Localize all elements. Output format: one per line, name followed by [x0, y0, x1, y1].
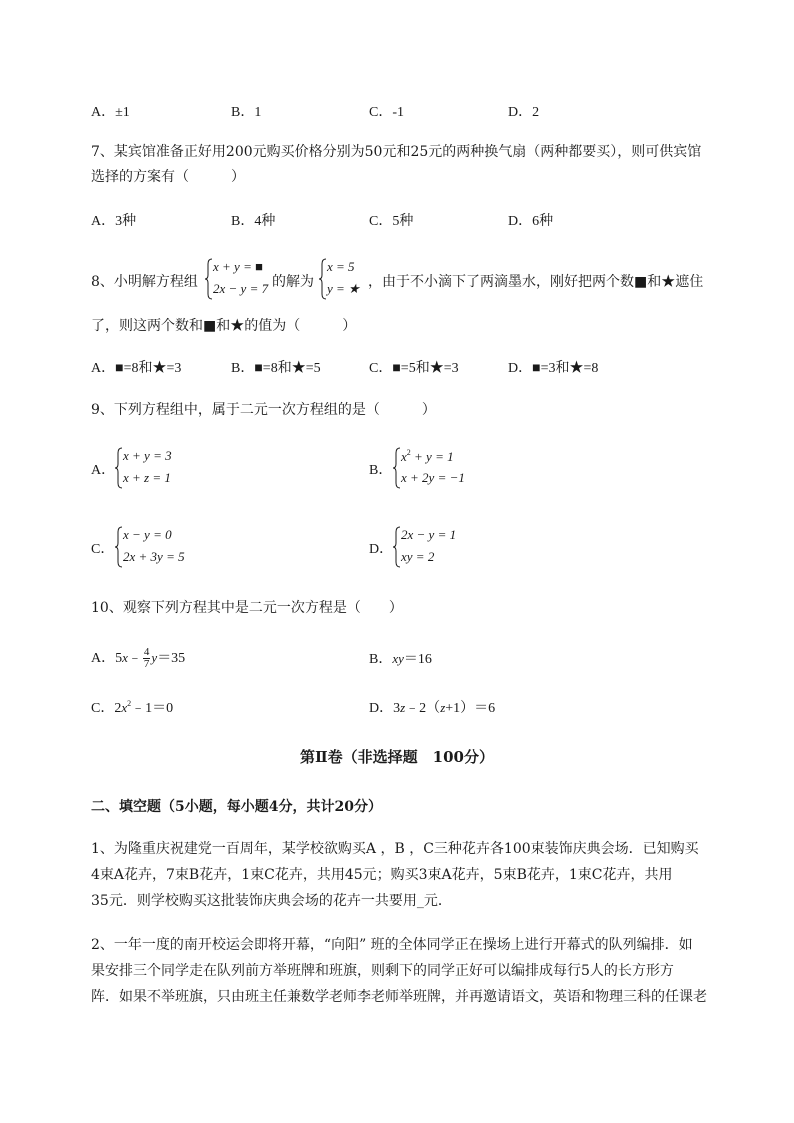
q9-a-line2: x + z = 1: [123, 470, 171, 485]
q10-option-a: [91, 647, 185, 670]
q8-system-1: [204, 258, 274, 302]
q9-option-c-system: [114, 526, 204, 570]
q10-d-z: z: [400, 700, 406, 715]
q8-system-2: [318, 258, 368, 302]
q9-c-line2: 2x + 3y = 5: [123, 549, 185, 564]
q8-stem-line2: 了，则这两个数和■和★的值为（ ）: [91, 318, 357, 334]
f1-line2: 4束A花卉，7束B花卉，1束C花卉，共用45元；购买3束A花卉，5束B花卉，1束C花卉，共用: [91, 867, 673, 883]
q8-system-2-line2: y = ★: [327, 281, 360, 296]
q9-a-line1: x + y = 3: [123, 448, 172, 463]
q7-option-c: C．5种: [369, 214, 414, 229]
q8-system-1-line2: 2x − y = 7: [213, 281, 269, 296]
q10-stem: 10、观察下列方程其中是二元一次方程是（ ）: [91, 600, 403, 616]
q6-option-d: D．2: [508, 105, 540, 120]
q9-stem: 9、下列方程组中，属于二元一次方程组的是（ ）: [91, 402, 436, 418]
q10-c-exponent: 2: [127, 699, 132, 708]
brace-icon: [114, 526, 123, 568]
brace-icon: [392, 526, 401, 568]
q9-d-line2: xy = 2: [401, 549, 435, 564]
q8-option-b: B．■=8和★=5: [231, 361, 321, 376]
f2-line2: 果安排三个同学走在队列前方举班牌和班旗，则剩下的同学正好可以编排成每行5人的长方形方: [91, 963, 674, 979]
q10-d-mid: ﹣2（: [405, 701, 441, 716]
q8-option-d: D．■=3和★=8: [508, 361, 599, 376]
f2-line3: 阵．如果不举班旗，只由班主任兼数学老师李老师举班牌，并再邀请语文，英语和物理三科的任课老: [91, 989, 707, 1005]
q10-option-c: [91, 697, 173, 717]
section-fill-in-blank: 二、填空题（5小题，每小题4分，共计20分）: [91, 799, 382, 815]
q9-b-line1: [401, 448, 454, 465]
q9-b-line1-x: x: [401, 449, 407, 464]
q6-option-a: A．±1: [91, 105, 130, 120]
q9-option-c-label: C．: [91, 542, 115, 557]
q9-c-line1: x − y = 0: [123, 527, 172, 542]
q7-option-a: A．3种: [91, 214, 137, 229]
q9-option-b-system: [392, 447, 482, 491]
q9-b-line1-exponent: 2: [406, 448, 411, 457]
brace-icon: [204, 258, 213, 300]
q10-b-xy: xy: [392, 651, 404, 666]
q10-a-x: x: [122, 650, 128, 665]
q6-option-b: B．1: [231, 105, 262, 120]
brace-icon: [392, 447, 401, 489]
q10-a-y: y: [151, 650, 158, 665]
q10-c-label: C．2: [91, 701, 122, 716]
q8-option-a: A．■=8和★=3: [91, 361, 182, 376]
q9-option-a-label: A．: [91, 463, 116, 478]
q10-b-rest: ＝16: [403, 652, 432, 667]
f1-line1: 1、为隆重庆祝建党一百周年，某学校欲购买A ，B ，C三种花卉各100束装饰庆典会场．已知购买: [91, 841, 699, 857]
q8-stem-prefix: 8、小明解方程组: [91, 274, 198, 290]
q10-c-x: x: [121, 700, 128, 715]
brace-icon: [114, 447, 123, 489]
q9-option-d-label: D．: [369, 542, 394, 557]
q10-a-label: A．5: [91, 651, 123, 666]
q8-stem-mid: 的解为: [272, 274, 314, 290]
q10-a-numerator: 4: [143, 646, 150, 659]
q9-b-line1-rest: + y = 1: [410, 449, 454, 464]
q9-d-line1: 2x − y = 1: [401, 527, 457, 542]
q10-a-minus: ﹣: [127, 651, 142, 666]
q9-b-line2: x + 2y = −1: [401, 470, 465, 485]
q10-c-rest: ﹣1＝0: [131, 701, 174, 716]
q8-system-2-line1: x = 5: [327, 259, 355, 274]
q10-option-b: [369, 648, 432, 668]
q8-stem-suffix: ，由于不小滴下了两滴墨水，刚好把两个数■和★遮住: [368, 274, 704, 290]
part2-title: 第Ⅱ卷（非选择题 100分）: [300, 748, 494, 766]
q10-a-denominator: 7: [143, 658, 150, 671]
q8-system-1-line1: x + y = ■: [213, 259, 263, 274]
q10-d-z2: z: [440, 700, 446, 715]
q7-option-d: D．6种: [508, 214, 554, 229]
q9-option-b-label: B．: [369, 463, 393, 478]
q7-stem-line1: 7、某宾馆准备正好用200元购买价格分别为50元和25元的两种换气扇（两种都要买），则可供宾馆: [91, 144, 702, 160]
q10-option-d: [369, 697, 495, 717]
q9-option-d-system: [392, 526, 482, 570]
q10-d-label: D．3: [369, 701, 401, 716]
q7-option-b: B．4种: [231, 214, 276, 229]
q6-option-c: C．-1: [369, 105, 404, 120]
f2-line1: 2、一年一度的南开校运会即将开幕，“向阳” 班的全体同学正在操场上进行开幕式的队列编排．如: [91, 937, 693, 953]
f1-line3: 35元．则学校购买这批装饰庆典会场的花卉一共要用_元．: [91, 893, 452, 909]
q10-a-rest: ＝35: [157, 651, 186, 666]
q7-stem-line2: 选择的方案有（ ）: [91, 169, 245, 185]
q10-b-label: B．: [369, 652, 393, 667]
q10-d-rest: +1）＝6: [445, 701, 496, 716]
q10-a-fraction: [143, 647, 151, 670]
q9-option-a-system: [114, 447, 194, 491]
brace-icon: [318, 258, 327, 300]
q8-option-c: C．■=5和★=3: [369, 361, 459, 376]
